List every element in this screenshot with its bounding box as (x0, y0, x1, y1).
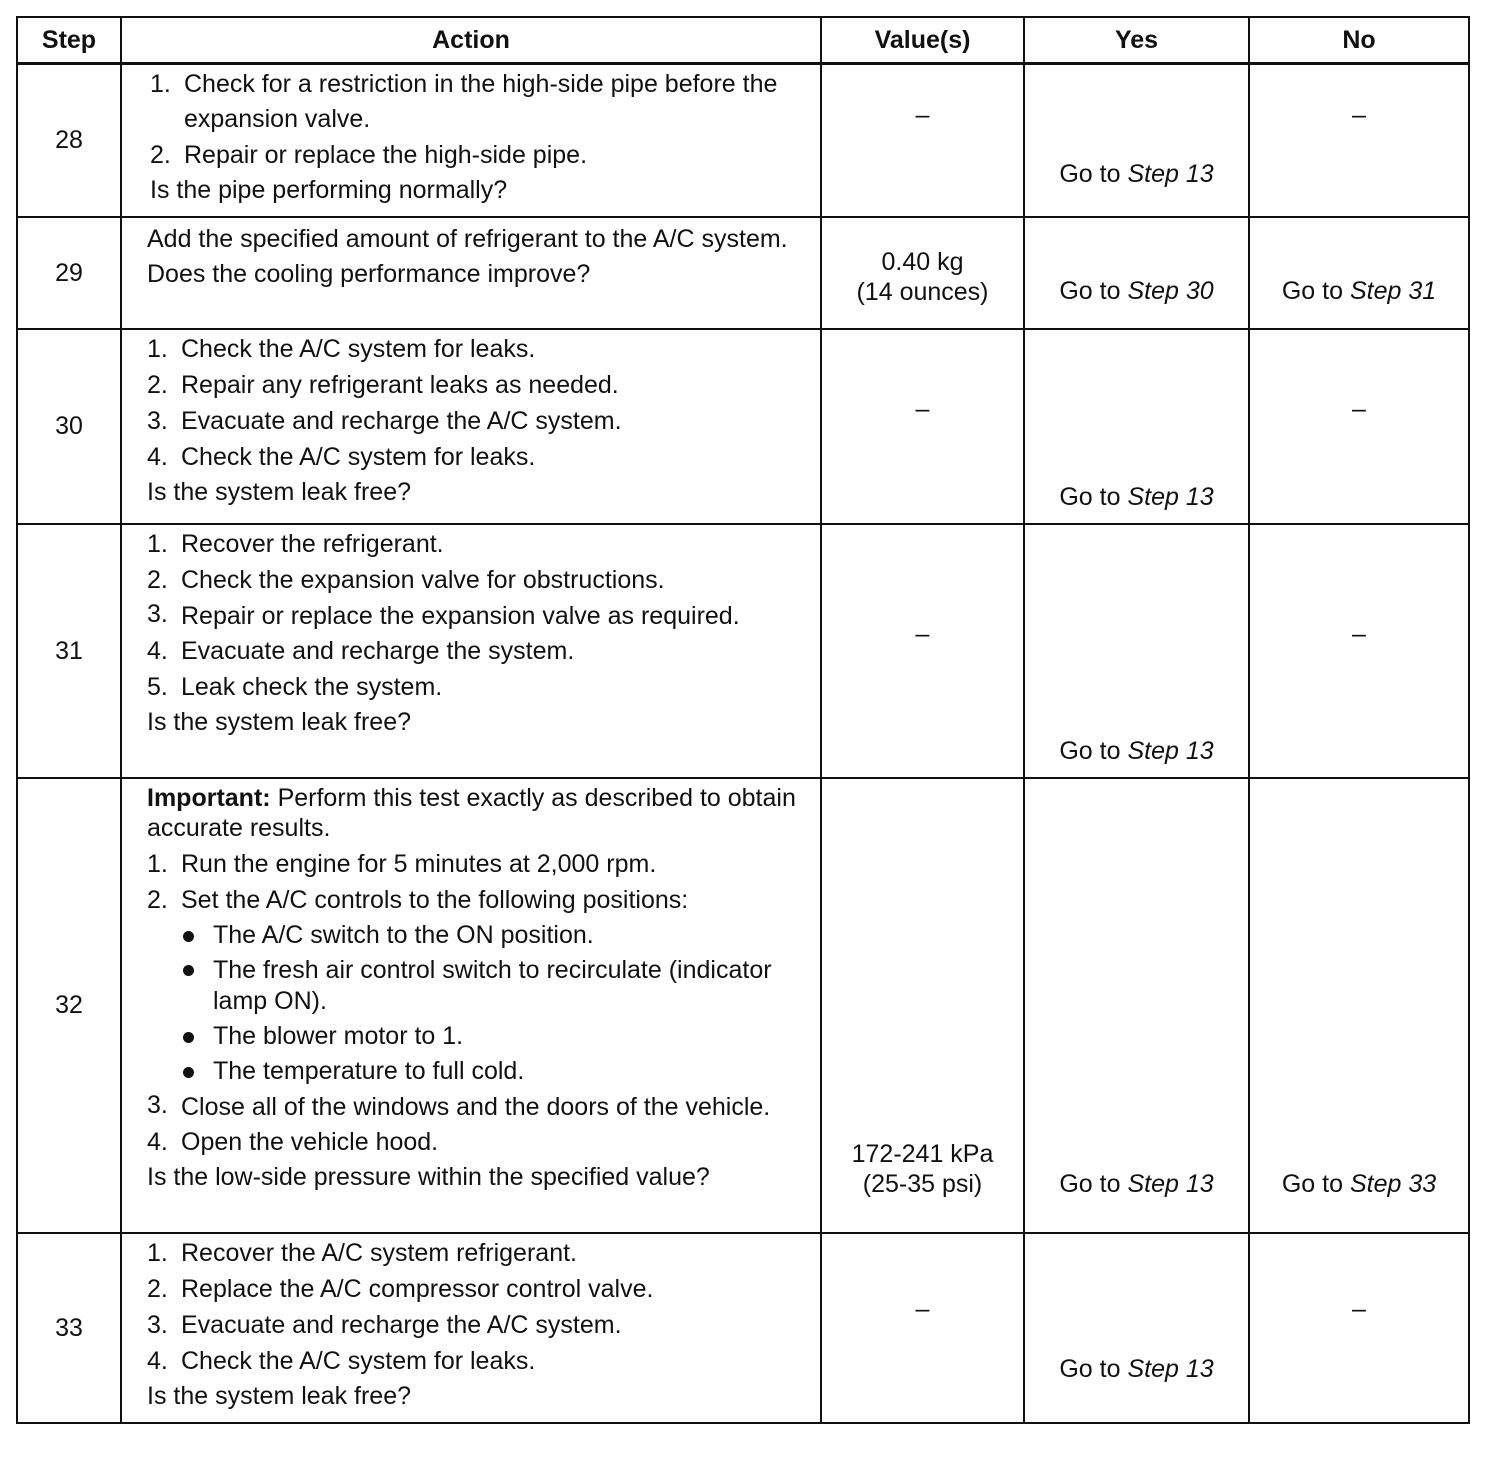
yes-cell (1024, 524, 1249, 778)
control-positions (181, 918, 810, 1089)
list-item: 4. Check the A/C system for leaks. (147, 1347, 536, 1375)
yes-cell (1024, 329, 1249, 524)
no-cell (1249, 64, 1469, 218)
table-row-step-28 (17, 64, 1469, 218)
list-item: 2. Repair any refrigerant leaks as needed. (147, 371, 619, 399)
value-cell (821, 778, 1024, 1233)
bullet-icon (183, 931, 194, 942)
list-item: 1. Check the A/C system for leaks. (147, 335, 536, 363)
yes-link[interactable]: Go to Step 13 (1059, 160, 1214, 188)
bullet-icon (183, 965, 194, 976)
no-link[interactable]: Go to Step 33 (1281, 1170, 1437, 1198)
step-number: 30 (17, 329, 121, 524)
question-text: Is the pipe performing normally? (150, 176, 508, 204)
important-label: Important: (147, 784, 271, 812)
empty-value: – (915, 101, 930, 129)
action-cell (121, 778, 821, 1233)
action-steps (150, 67, 810, 173)
header-values: Value(s) (821, 17, 1024, 64)
empty-value: – (1352, 1295, 1366, 1323)
step-number: 32 (17, 778, 121, 1233)
question-text: Is the system leak free? (147, 708, 412, 736)
list-item: 3. Evacuate and recharge the A/C system. (147, 1311, 622, 1339)
no-cell (1249, 329, 1469, 524)
action-cell (121, 524, 821, 778)
value-cell (821, 329, 1024, 524)
diagnostic-table (16, 16, 1470, 1424)
important-text: Perform this test exactly as described to obtain accurate results. (147, 784, 796, 842)
value-imperial: (14 ounces) (856, 278, 989, 306)
no-cell (1249, 1233, 1469, 1423)
header-row (17, 17, 1469, 64)
list-item: 1. Run the engine for 5 minutes at 2,000 rpm. (147, 850, 657, 878)
action-cell (121, 329, 821, 524)
intro-text: Add the specified amount of refrigerant to the A/C system. (147, 225, 788, 253)
no-cell (1249, 524, 1469, 778)
yes-cell (1024, 64, 1249, 218)
list-item: The fresh air control switch to recirculate (indicator lamp ON). (181, 953, 810, 1019)
bullet-icon (183, 1032, 194, 1043)
yes-link[interactable]: Go to Step 13 (1059, 1170, 1214, 1198)
step-number: 33 (17, 1233, 121, 1423)
yes-link[interactable]: Go to Step 30 (1059, 277, 1214, 305)
header-yes: Yes (1024, 17, 1249, 64)
yes-cell (1024, 1233, 1249, 1423)
action-cell (121, 217, 821, 329)
table-row-step-29 (17, 217, 1469, 329)
empty-value: – (1352, 620, 1366, 648)
list-item: 1. Recover the A/C system refrigerant. (147, 1239, 577, 1267)
empty-value: – (1352, 395, 1366, 423)
value-cell (821, 524, 1024, 778)
no-cell (1249, 778, 1469, 1233)
bullet-icon (183, 1067, 194, 1078)
list-item: 4. Check the A/C system for leaks. (147, 443, 536, 471)
list-item: 2. Check the expansion valve for obstructions. (147, 566, 665, 594)
list-item: The temperature to full cold. (181, 1054, 810, 1089)
value-metric: 172-241 kPa (851, 1140, 994, 1168)
action-cell (121, 64, 821, 218)
yes-cell (1024, 217, 1249, 329)
question-text: Does the cooling performance improve? (147, 260, 591, 288)
step-number: 28 (17, 64, 121, 218)
list-item: 4. Open the vehicle hood. (147, 1128, 439, 1156)
action-steps (147, 847, 810, 1160)
value-cell (821, 1233, 1024, 1423)
question-text: Is the low-side pressure within the specified value? (147, 1163, 710, 1191)
no-link[interactable]: Go to Step 31 (1281, 277, 1437, 305)
value-imperial: (25-35 psi) (862, 1170, 983, 1198)
yes-link[interactable]: Go to Step 13 (1059, 737, 1214, 765)
step-number: 31 (17, 524, 121, 778)
list-item: 2. Repair or replace the high-side pipe. (150, 141, 588, 169)
action-steps (147, 332, 810, 475)
empty-value: – (915, 620, 930, 648)
question-text: Is the system leak free? (147, 478, 412, 506)
yes-link[interactable]: Go to Step 13 (1059, 483, 1214, 511)
empty-value: – (915, 1295, 930, 1323)
header-step: Step (17, 17, 121, 64)
table-row-step-33 (17, 1233, 1469, 1423)
list-item: 2. Set the A/C controls to the following positions: The A/C switch to the ON position. The fresh air control switch to recirculate (indicator lamp ON). The blower motor to 1. The temperature to full cold. (147, 883, 810, 1089)
value-metric: 0.40 kg (881, 248, 964, 276)
list-item: 1. Recover the refrigerant. (147, 530, 444, 558)
list-item: 4. Evacuate and recharge the system. (147, 637, 575, 665)
step-number: 29 (17, 217, 121, 329)
list-item: 1. Check for a restriction in the high-side pipe before the expansion valve. (150, 70, 778, 133)
action-cell (121, 1233, 821, 1423)
header-no: No (1249, 17, 1469, 64)
list-item: The A/C switch to the ON position. (181, 918, 810, 953)
empty-value: – (1352, 101, 1366, 129)
yes-cell (1024, 778, 1249, 1233)
important-note (147, 783, 810, 843)
list-item: 2. Replace the A/C compressor control valve. (147, 1275, 654, 1303)
empty-value: – (915, 395, 930, 423)
value-cell (821, 217, 1024, 329)
action-steps (147, 1236, 810, 1379)
list-item: 3. Repair or replace the expansion valve as required. (147, 600, 740, 630)
table-row-step-31 (17, 524, 1469, 778)
action-steps (147, 527, 810, 705)
list-item: The blower motor to 1. (181, 1019, 810, 1054)
header-action: Action (121, 17, 821, 64)
table-row-step-30 (17, 329, 1469, 524)
value-cell (821, 64, 1024, 218)
no-cell (1249, 217, 1469, 329)
question-text: Is the system leak free? (147, 1382, 412, 1410)
list-item: 3. Evacuate and recharge the A/C system. (147, 407, 622, 435)
yes-link[interactable]: Go to Step 13 (1059, 1355, 1214, 1383)
list-item: 5. Leak check the system. (147, 673, 443, 701)
table-row-step-32 (17, 778, 1469, 1233)
list-item: 3. Close all of the windows and the doors of the vehicle. (147, 1091, 771, 1121)
